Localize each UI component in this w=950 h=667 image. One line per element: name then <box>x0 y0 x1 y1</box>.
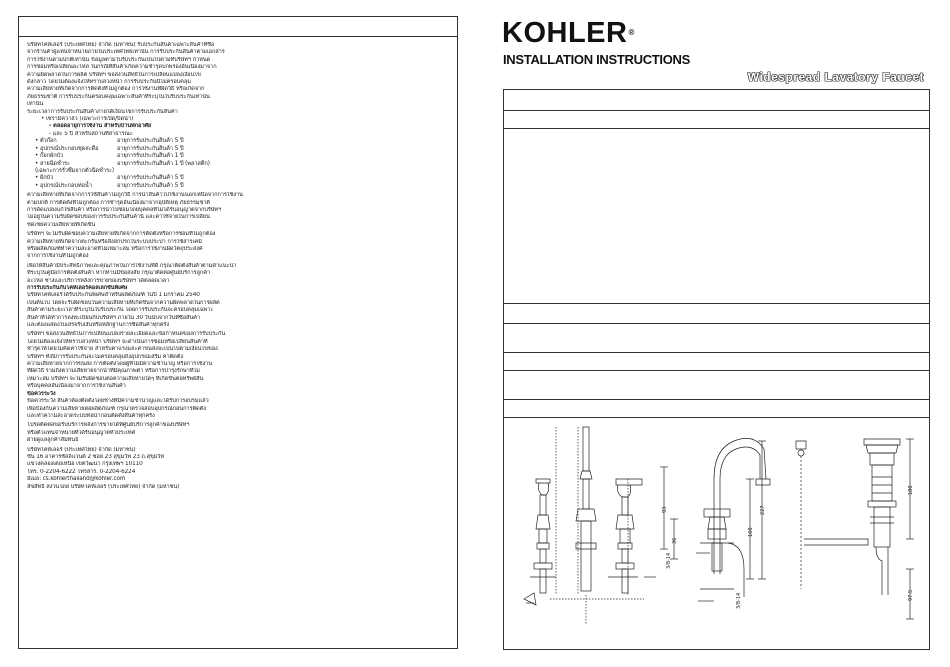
dim-36: 36 <box>672 537 678 544</box>
warranty-para2 <box>27 192 451 229</box>
warranty-sub3: - และ 5 ปี สำหรับสถานที่สาธารณะ <box>49 130 133 137</box>
text-line: ไม่อยู่ในความรับผิดชอบของการรับประกันสินค้านี้ และค่าใช้จ่ายในการเปลี่ยน <box>27 214 210 221</box>
text-line: โดยไม่ต้องแจ้งให้ทราบล่วงหน้า บริษัทฯ จะดำเนินการซ่อมหรือเปลี่ยนสินค้าที่ <box>27 338 208 345</box>
text-line: โทร. 0-2204-6222 โทรสาร. 0-2204-6224 <box>27 468 136 475</box>
warranty-sub1: • เซรามิควาล์ว (เฉพาะการเปิด/ปิดน้ำ) <box>41 116 134 123</box>
dim-thread-1: 3/8-14 <box>666 552 672 569</box>
text-line: และทำความสะอาดระบบท่อน้ำก่อนติดตั้งสินค้าทุกครั้ง <box>27 412 155 419</box>
warranty-item-row <box>27 146 451 153</box>
warranty-item-period: อายุการรับประกันสินค้า 5 ปี <box>117 145 184 152</box>
text-line: จากการใช้งานที่ไม่ถูกต้อง <box>27 253 89 260</box>
warranty-para5 <box>27 292 451 329</box>
text-line: หรือผลิตภัณฑ์ทำความสะอาดที่ไม่เหมาะสม หรือการใช้งานผิดวัตถุประสงค์ <box>27 245 203 252</box>
table-divider <box>504 399 929 400</box>
text-line: ชำรุดให้โดยไม่คิดค่าใช้จ่าย สำหรับค่าแรงและค่าขนส่งจะเป็นไปตามเงื่อนไขของ <box>27 346 218 353</box>
dim-97-5: 97.5 <box>908 589 914 601</box>
product-name: Widespread Lavatory Faucet <box>747 70 924 84</box>
text-line: สินค้าที่ได้ทำการลงทะเบียนกับบริษัทฯ ภายใน 30 วันนับจากวันที่ซื้อสินค้า <box>27 314 200 321</box>
text-line: แขวงคลองเตยเหนือ เขตวัฒนา กรุงเทพฯ 10110 <box>27 461 143 468</box>
warranty-items <box>27 138 451 190</box>
text-line: ดังกล่าว โดยไม่ต้องแจ้งให้ทราบล่วงหน้า การรับประกันนี้ไม่ครอบคลุม <box>27 79 191 86</box>
table-divider <box>504 417 929 418</box>
text-line: จากร้านค้าผู้แทนจำหน่ายภายในประเทศไทยเท่านั้น การรับประกันสินค้าตามเอกสาร <box>27 49 225 56</box>
text-line: เพื่อป้องกันความเสียหายต่อผลิตภัณฑ์ กรุณาตรวจสอบอุปกรณ์ก่อนการติดตั้ง <box>27 405 206 412</box>
text-line: ชั้น 16 อาคารซัลลิแวนต์ 2 ซอย 23 สุขุมวิท 23 ถ.สุขุมวิท <box>27 453 165 460</box>
warranty-item-period: อายุการรับประกันสินค้า 1 ปี <box>117 153 184 160</box>
warranty-heading2: การรับประกันกับโคห์เลอร์คอลเลกชันพิเศษ <box>27 285 128 291</box>
warranty-item-name: • ตัวก๊อก <box>35 138 57 145</box>
warranty-para9: ฝ่ายดูแลลูกค้าสัมพันธ์ <box>27 437 79 444</box>
warranty-text <box>27 42 451 491</box>
faucet-dimension-drawing <box>504 419 929 649</box>
text-line: บริษัทโคห์เลอร์ (ประเทศไทย) จำกัด (มหาชน) รับประกันสินค้าเฉพาะสินค้าที่ซื้อ <box>27 42 215 48</box>
text-line: หรือบุคคลอันเนื่องมาจากการใช้งานสินค้า <box>27 383 126 390</box>
text-line: การใช้งานตามปกติเท่านั้น ข้อมูลตามใบรับประกันเป็นไปตามที่บริษัทฯ กำหนด <box>27 56 211 63</box>
instruction-table <box>503 89 930 650</box>
warranty-item-name: • ก๊อกผักบัว <box>35 153 64 160</box>
dim-thread-2: 3/8-14 <box>736 592 742 609</box>
warranty-item-name: • อุปกรณ์ประกอบชุดสะดือ <box>35 145 99 152</box>
table-divider <box>504 110 929 111</box>
text-line: หรือตัวแทนจำหน่ายที่ได้รับอนุญาตทั่วประเทศ <box>27 429 135 436</box>
text-line: ภัยธรรมชาติ การรับประกันครอบคลุมเฉพาะสินค้าที่ระบุในใบรับประกันเท่านั้น <box>27 93 210 100</box>
warranty-header-bar <box>19 17 457 37</box>
text-line: ความเสียหายที่เกิดจากตะกรันหรือสิ่งสกปรกในระบบประปา การใช้สารเคมี <box>27 238 202 245</box>
text-line: การดัดแปลงแก้ไขสินค้า หรือการนำไปซ่อมโดยบุคคลที่ไม่ได้รับอนุญาตจากบริษัทฯ <box>27 206 222 213</box>
table-divider <box>504 128 929 129</box>
warranty-para3 <box>27 231 451 261</box>
warranty-item-row <box>27 153 451 160</box>
text-line: บริษัทโคห์เลอร์ได้รับประกันพิเศษสำหรับผลิตภัณฑ์ ในปี 1 มกราคม 2540 <box>27 292 200 299</box>
text-line: บริษัทฯ ขอสงวนสิทธิ์ในการเปลี่ยนแปลงรายละเอียดและข้อกำหนดของการรับประกัน <box>27 331 226 338</box>
text-line: ความผิดพลาดในการผลิต บริษัทฯ ขอสงวนสิทธิ์ในการเปลี่ยนแปลงเงื่อนไข <box>27 71 201 78</box>
table-divider <box>504 352 929 353</box>
warranty-para6 <box>27 331 451 390</box>
warranty-para4 <box>27 263 451 285</box>
warranty-item-name: (เฉพาะการรั่วซึมจากตัวฉีดชำระ) <box>35 167 114 174</box>
text-line: เท่านั้น <box>27 101 44 108</box>
text-line: ความเสียหายที่เกิดจากการติดตั้งที่ไม่ถูกต้อง การใช้งานที่ผิดวิธี หรือเกิดจาก <box>27 86 205 93</box>
dim-227: 227 <box>760 505 766 515</box>
table-divider <box>504 303 929 304</box>
warranty-panel <box>18 16 458 649</box>
table-divider <box>504 370 929 371</box>
warranty-item-row <box>27 175 451 182</box>
warranty-item-name: • สายฉีดชำระ <box>35 160 70 167</box>
warranty-intro <box>27 42 451 109</box>
warranty-contact <box>27 447 451 484</box>
text-line: อะไหล่ ช่างและบริการหลังการขายของบริษัทฯ ได้ตลอดเวลา <box>27 277 170 284</box>
table-divider <box>504 323 929 324</box>
text-line: เพื่อให้สินค้ามีประสิทธิภาพและคุณภาพในการใช้งานที่ดี กรุณาติดตั้งสินค้าตามคำแนะนำ <box>27 262 237 269</box>
warranty-item-row <box>27 161 451 168</box>
text-line: สินค้าตามระยะเวลาที่ระบุในใบรับประกัน โดยการรับประกันจะครอบคลุมเฉพาะ <box>27 307 214 314</box>
text-line: ชดเชยความเสียหายที่เกิดขึ้น <box>27 221 96 228</box>
dim-160: 160 <box>748 527 754 537</box>
text-line: ตามปกติ การติดตั้งที่ไม่ถูกต้อง การชำรุดอันเนื่องมาจากอุบัติเหตุ ภัยธรรมชาติ <box>27 199 210 206</box>
text-line: ข้อควรระวัง สินค้าต้องติดตั้งโดยช่างที่มีความชำนาญและได้รับการอบรมแล้ว <box>27 398 209 405</box>
text-line: ที่ผิดวิธี รวมถึงความเสียหายจากน้ำที่มีคุณภาพต่ำ หรือการบำรุงรักษาที่ไม่ <box>27 368 200 375</box>
warranty-sub2: - ตลอดอายุการใช้งาน สำหรับบ้านพักอาศัย <box>49 123 152 130</box>
warranty-item-row <box>27 138 451 145</box>
dim-180: 180 <box>908 485 914 495</box>
warranty-item-name: • อุปกรณ์ประกอบท่อน้ำ <box>35 182 92 189</box>
warranty-item-period: อายุการรับประกันสินค้า 5 ปี <box>117 175 184 182</box>
dim-93: 93 <box>662 506 668 513</box>
warranty-heading3: ข้อควรระวัง <box>27 390 56 397</box>
text-line: อีเมล: cs.kohlerthailand@kohler.com <box>27 476 126 483</box>
warranty-item-name: • ฝักบัว <box>35 175 54 182</box>
text-line: บริษัทฯ จะไม่รับผิดชอบความเสียหายที่เกิดจากการติดตั้งหรือการซ่อมที่ไม่ถูกต้อง <box>27 231 216 238</box>
warranty-item-period: อายุการรับประกันสินค้า 5 ปี <box>117 182 184 189</box>
warranty-item-row <box>27 183 451 190</box>
text-line: บริษัทโคห์เลอร์ (ประเทศไทย) จำกัด (มหาชน) <box>27 446 136 453</box>
text-line: ความเสียหายที่เกิดจากการใช้สินค้าไม่ถูกวิธี การนำสินค้าไปใช้งานนอกเหนือจากการใช้งาน <box>27 192 243 199</box>
kohler-logo <box>502 18 635 48</box>
warranty-item-period: อายุการรับประกันสินค้า 1 ปี (พลาสติก) <box>117 160 210 167</box>
text-line: และต้องแสดงใบเสร็จรับเงินหรือหลักฐานการซื้อสินค้าทุกครั้ง <box>27 322 170 329</box>
brand-name: KOHLER <box>502 17 628 49</box>
warranty-footer: ลิขสิทธิ์ สงวนโดย บริษัทโคห์เลอร์ (ประเทศไทย) จำกัด (มหาชน) <box>27 483 180 490</box>
warranty-item-row <box>27 168 451 175</box>
warranty-item-period: อายุการรับประกันสินค้า 5 ปี <box>117 138 184 145</box>
text-line: ที่ระบุในคู่มือการติดตั้งสินค้า หากท่านมีข้อสงสัย กรุณาติดต่อศูนย์บริการลูกค้า <box>27 270 211 277</box>
warranty-para8 <box>27 422 451 437</box>
warranty-para7 <box>27 398 451 420</box>
text-line: เป็นต้นไป โดยจะรับผิดชอบในความเสียหายที่เกิดขึ้นจากความผิดพลาดในการผลิต <box>27 299 220 306</box>
warranty-period-heading: ระยะเวลาการรับประกันสินค้าภายใต้เงื่อนไขการรับประกันสินค้า <box>27 108 178 115</box>
text-line: บริษัทฯ ทั้งนี้การรับประกันจะไม่ครอบคลุมถึงอุปกรณ์เสริม ค่าติดตั้ง <box>27 353 184 360</box>
text-line: การซ่อมหรือเปลี่ยนอะไหล่ ในกรณีที่สินค้าเกิดความชำรุดบกพร่องอันเนื่องมาจาก <box>27 64 217 71</box>
registered-mark: ® <box>628 28 635 37</box>
text-line: ความเสียหายจากการขนส่ง การติดตั้งโดยผู้ที่ไม่มีความชำนาญ หรือการใช้งาน <box>27 361 213 368</box>
text-line: เหมาะสม บริษัทฯ จะไม่รับผิดชอบต่อความเสียหายใดๆ ที่เกิดขึ้นต่อทรัพย์สิน <box>27 375 204 382</box>
installation-title: INSTALLATION INSTRUCTIONS <box>503 52 691 67</box>
text-line: โปรดติดต่อขอรับบริการหลังการขายได้ที่ศูนย์บริการลูกค้าของบริษัทฯ <box>27 422 190 429</box>
